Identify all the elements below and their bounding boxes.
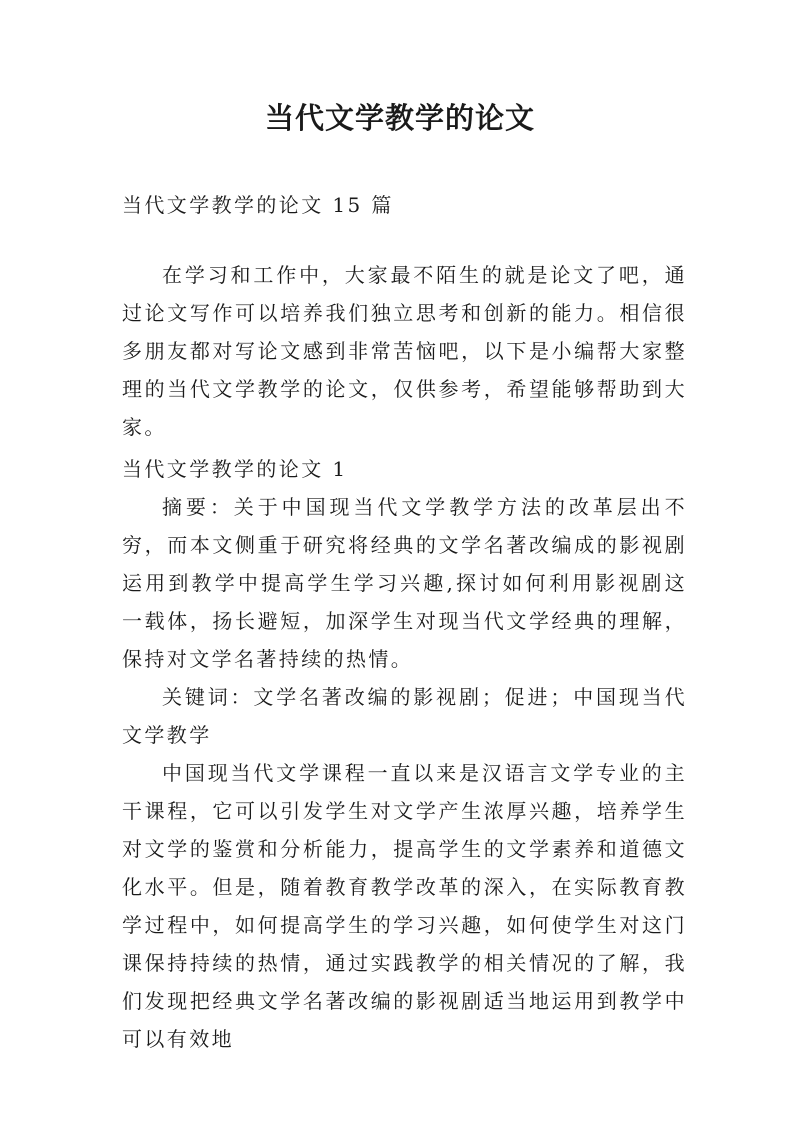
body-paragraph: 中国现当代文学课程一直以来是汉语言文学专业的主干课程，它可以引发学生对文学产生浓厚兴趣，培养学生对文学的鉴赏和分析能力，提高学生的文学素养和道德文化水平。但是，随着教育教学改革的深入，在实际教育教学过程中，如何提高学生的学习兴趣，如何使学生对这门课保持持续的热情，通过实践教学的相关情况的了解，我们发现把经典文学名著改编的影视剧适当地运用到教学中可以有效地	[122, 761, 687, 1051]
keywords-paragraph: 关键词：文学名著改编的影视剧；促进；中国现当代文学教学	[122, 685, 687, 747]
intro-paragraph: 在学习和工作中，大家最不陌生的就是论文了吧，通过论文写作可以培养我们独立思考和创新的能力。相信很多朋友都对写论文感到非常苦恼吧，以下是小编帮大家整理的当代文学教学的论文，仅供参考，希望能够帮助到大家。	[122, 263, 687, 439]
abstract-paragraph: 摘要：关于中国现当代文学教学方法的改革层出不穷，而本文侧重于研究将经典的文学名著改编成的影视剧运用到教学中提高学生学习兴趣,探讨如何利用影视剧这一载体，扬长避短，加深学生对现当代文学经典的理解，保持对文学名著持续的热情。	[122, 495, 687, 671]
article-section	[122, 450, 687, 1058]
document-subtitle: 当代文学教学的论文 15 篇	[122, 193, 394, 217]
article-heading: 当代文学教学的论文 1	[122, 457, 348, 481]
document-title: 当代文学教学的论文	[264, 101, 535, 135]
